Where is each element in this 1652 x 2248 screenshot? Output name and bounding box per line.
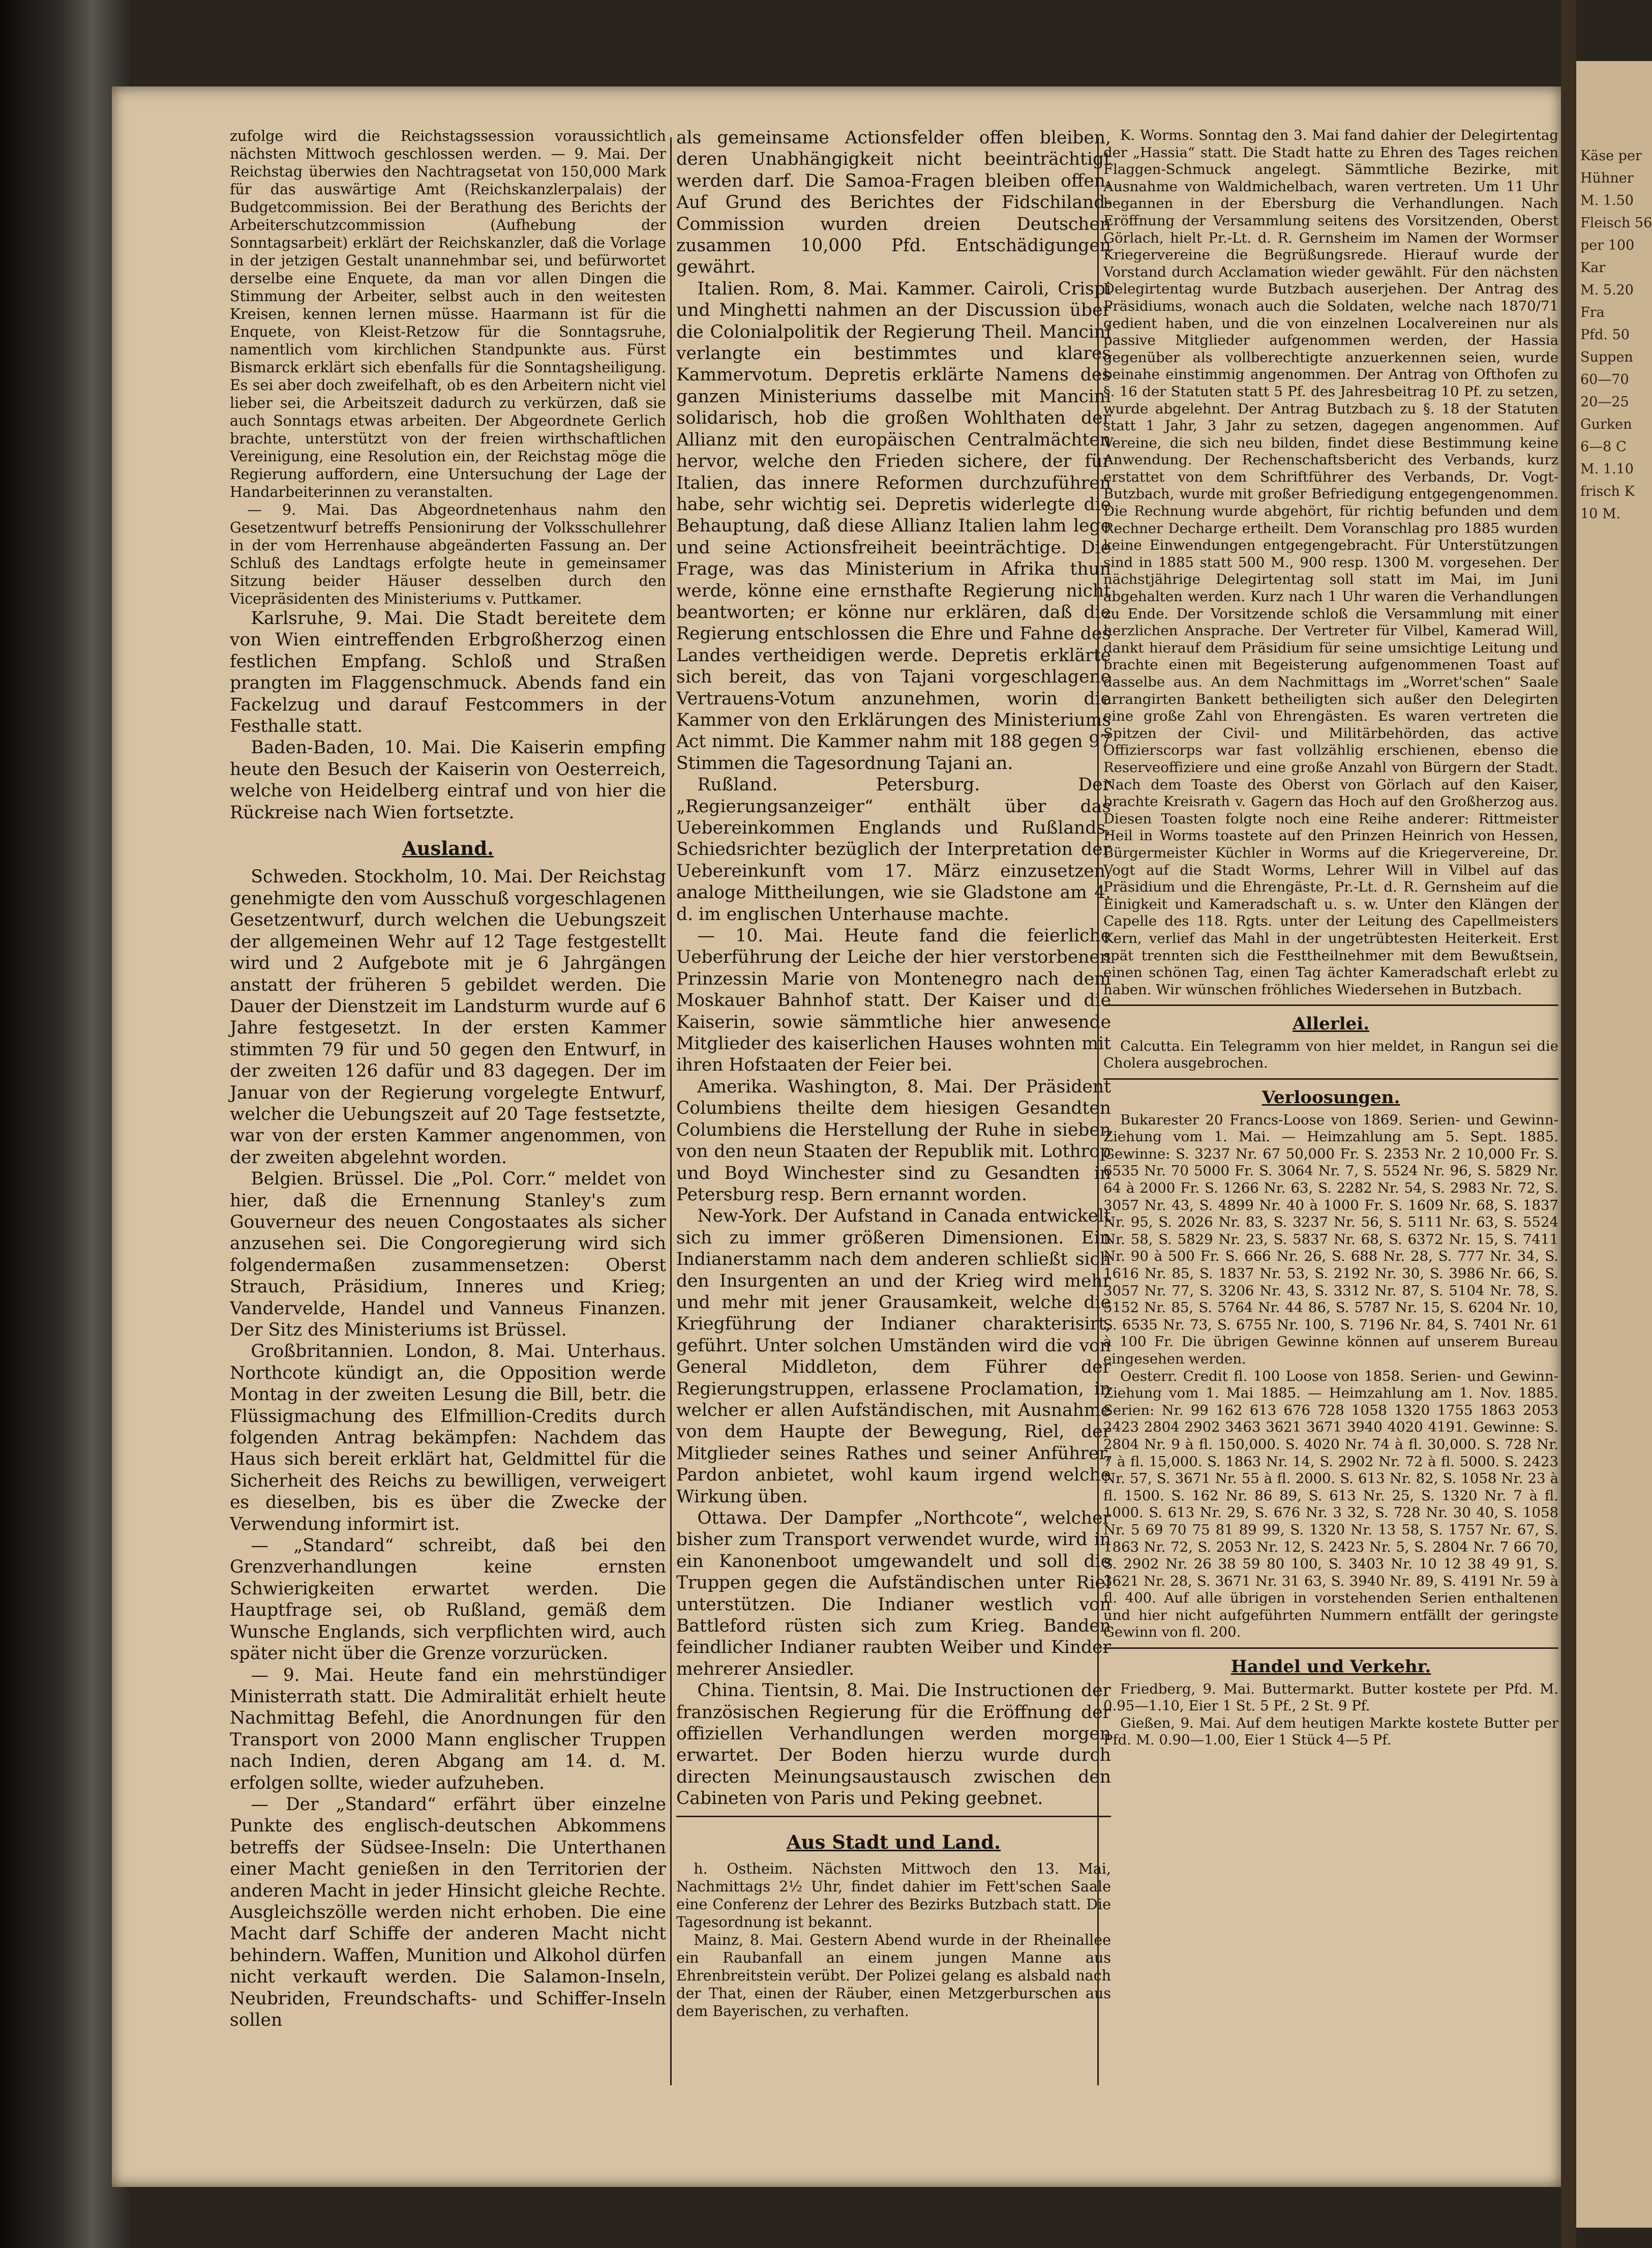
article-giessen-markt: Gießen, 9. Mai. Auf dem heutigen Markte kostete Butter per Pfd. M. 0.90—1.00, Eier 1 Stück 4—5 Pf.: [1103, 1714, 1558, 1749]
column-rule: [670, 137, 672, 2085]
article-belgien: Belgien. Brüssel. Die „Pol. Corr.“ meldet von hier, daß die Ernennung Stanley's zum Gouverneur des neuen Congostaates als sicher anzusehen sei. Die Congoregierung wird sich folgendermaßen zusammensetzen: Oberst Strauch, Präsidium, Inneres und Krieg; Vandervelde, Handel und Vanneus Finanzen. Der Sitz des Ministeriums ist Brüssel.: [230, 1169, 666, 1340]
section-heading-ausland: Ausland.: [402, 837, 494, 860]
section-divider: [1103, 1647, 1558, 1649]
adjacent-page-fragment: 20—25: [1580, 394, 1629, 410]
adjacent-page-fragment: Käse per: [1580, 148, 1642, 164]
adjacent-page-fragment: frisch K: [1580, 484, 1635, 499]
article-abgeordnetenhaus: — 9. Mai. Das Abgeordnetenhaus nahm den Gesetzentwurf betreffs Pensionirung der Volksschullehrer in der vom Herrenhause abgeänderten Fassung an. Der Schluß des Landtags erfolgte heute in gemeinsamer Sitzung beider Häuser desselben durch den Vicepräsidenten des Ministeriums v. Puttkamer.: [230, 501, 666, 607]
article-samoa: als gemeinsame Actionsfelder offen bleiben, deren Unabhängigkeit nicht beeinträchtigt werden darf. Die Samoa-Fragen bleiben offen. Auf Grund des Berichtes der Fidschiland-Commission wurden dreien Deutschen zusammen 10,000 Pfd. Entschädigungen gewährt.: [676, 128, 1111, 278]
adjacent-page-fragment: M. 5.20: [1580, 282, 1634, 298]
article-ministerrath: — 9. Mai. Heute fand ein mehrstündiger Ministerrath statt. Die Admiralität erhielt heute Nachmittag Befehl, die Anordnungen für den Transport von 2000 Mann englischer Truppen nach Indien, deren Abgang am 14. d. M. erfolgen sollte, wieder aufzuheben.: [230, 1665, 666, 1793]
adjacent-page-fragment: per 100: [1580, 238, 1635, 253]
article-standard: — „Standard“ schreibt, daß bei den Grenzverhandlungen keine ernsten Schwierigkeiten erwartet werden. Die Hauptfrage sei, ob Rußland, gemäß dem Wunsche Englands, sich verpflichten wird, auch später nicht über die Grenze vorzurücken.: [230, 1535, 666, 1664]
article-mainz: Mainz, 8. Mai. Gestern Abend wurde in der Rheinallee ein Raubanfall an einem jungen Manne aus Ehrenbreitstein verübt. Der Polizei gelang es alsbald nach der That, einen der Räuber, einen Metzgerburschen aus dem Bayerischen, zu verhaften.: [676, 1932, 1111, 2020]
column-right: [1103, 127, 1558, 1749]
adjacent-page-fragment: Gurken: [1580, 417, 1632, 432]
section-divider: [676, 1816, 1111, 1817]
article-schweden: Schweden. Stockholm, 10. Mai. Der Reichstag genehmigte den vom Ausschuß vorgeschlagenen Gesetzentwurf, durch welchen die Uebungszeit der allgemeinen Wehr auf 12 Tage festgestellt wird und 2 Aufgebote mit je 6 Jahrgängen anstatt der früheren 5 gebildet werden. Die Dauer der Dienstzeit im Landsturm wurde auf 6 Jahre festgesetzt. In der ersten Kammer stimmten 79 für und 50 gegen den Entwurf, in der zweiten 126 dafür und 83 dagegen. Der im Januar von der Regierung vorgelegte Entwurf, welcher die Uebungszeit auf 20 Tage festsetzte, war von der ersten Kammer angenommen, von der zweiten abgelehnt worden.: [230, 867, 666, 1168]
article-amerika: Amerika. Washington, 8. Mai. Der Präsident Columbiens theilte dem hiesigen Gesandten Columbiens die Herstellung der Ruhe in sieben von den neun Staaten der Republik mit. Lothrop und Boyd Winchester sind zu Gesandten in Petersburg resp. Bern ernannt worden.: [676, 1076, 1111, 1205]
page-gutter: [1561, 0, 1576, 2248]
adjacent-page-fragment: M. 1.50: [1580, 193, 1634, 209]
article-bukarester-loose: Bukarester 20 Francs-Loose von 1869. Serien- und Gewinn-Ziehung vom 1. Mai. — Heimzahlung am 5. Sept. 1885. Gewinne: S. 3237 Nr. 67 50,000 Fr. S. 2353 Nr. 2 10,000 Fr. S. 6535 Nr. 70 5000 Fr. S. 3064 Nr. 7, S. 5524 Nr. 96, S. 5829 Nr. 64 à 2000 Fr. S. 1266 Nr. 63, S. 2282 Nr. 54, S. 2983 Nr. 72, S. 3057 Nr. 43, S. 4899 Nr. 40 à 1000 Fr. S. 1609 Nr. 68, S. 1837 Nr. 95, S. 2026 Nr. 83, S. 3237 Nr. 56, S. 5111 Nr. 63, S. 5524 Nr. 58, S. 5829 Nr. 23, S. 5837 Nr. 68, S. 6372 Nr. 15, S. 7411 Nr. 90 à 500 Fr. S. 666 Nr. 26, S. 688 Nr. 28, S. 777 Nr. 34, S. 1616 Nr. 85, S. 1837 Nr. 53, S. 2192 Nr. 30, S. 3986 Nr. 66, S. 3057 Nr. 77, S. 3206 Nr. 43, S. 3312 Nr. 87, S. 5104 Nr. 78, S. 5152 Nr. 85, S. 5764 Nr. 44 86, S. 5787 Nr. 15, S. 6204 Nr. 10, S. 6535 Nr. 73, S. 6755 Nr. 100, S. 7196 Nr. 84, S. 7401 Nr. 61 à 100 Fr. Die übrigen Gewinne können auf unserem Bureau eingesehen werden.: [1103, 1111, 1558, 1367]
section-heading-stadt-land: Aus Stadt und Land.: [786, 1830, 1001, 1853]
article-friedberg-markt: Friedberg, 9. Mai. Buttermarkt. Butter kostete per Pfd. M. 0.95—1.10, Eier 1 St. 5 Pf., 2 St. 9 Pf.: [1103, 1680, 1558, 1714]
section-divider: [1103, 1004, 1558, 1006]
article-russland: Rußland. Petersburg. Der „Regierungsanzeiger“ enthält über das Uebereinkommen Englands und Rußlands, Schiedsrichter bezüglich der Interpretation der Uebereinkunft vom 17. März einzusetzen, analoge Mittheilungen, wie sie Gladstone am 4. d. im englischen Unterhause machte.: [676, 775, 1111, 925]
article-new-york: New-York. Der Aufstand in Canada entwickelt sich zu immer größeren Dimensionen. Ein Indianerstamm nach dem anderen schließt sich den Insurgenten an und der Krieg wird mehr und mehr mit jener Grausamkeit, welche die Kriegführung der Indianer charakterisirt, geführt. Unter solchen Umständen wird die von General Middleton, dem Führer der Regierungstruppen, erlassene Proclamation, in welcher er allen Aufständischen, mit Ausnahme von dem Haupte der Bewegung, Riel, der Mitglieder seines Rathes und seiner Anführer, Pardon anbietet, wohl kaum irgend welche Wirkung üben.: [676, 1206, 1111, 1507]
article-karlsruhe: Karlsruhe, 9. Mai. Die Stadt bereitete dem von Wien eintreffenden Erbgroßherzog einen festlichen Empfang. Schloß und Straßen prangten im Flaggenschmuck. Abends fand ein Fackelzug und darauf Festcommers in der Festhalle statt.: [230, 608, 666, 737]
article-oesterr-credit-loose: Oesterr. Credit fl. 100 Loose von 1858. Serien- und Gewinn-Ziehung vom 1. Mai 1885. — Heimzahlung am 1. Nov. 1885. Serien: Nr. 99 162 613 676 728 1058 1320 1755 1863 2053 2423 2804 2902 3463 3621 3671 3940 4020 4191. Gewinne: S. 2804 Nr. 9 à fl. 150,000. S. 4020 Nr. 74 à fl. 30,000. S. 728 Nr. 7 à fl. 15,000. S. 1863 Nr. 14, S. 2902 Nr. 72 à fl. 5000. S. 2423 Nr. 57, S. 3671 Nr. 55 à fl. 2000. S. 613 Nr. 82, S. 1058 Nr. 23 à fl. 1500. S. 162 Nr. 86 89, S. 613 Nr. 25, S. 1320 Nr. 7 à fl. 1000. S. 613 Nr. 29, S. 676 Nr. 3 32, S. 728 Nr. 30 40, S. 1058 Nr. 5 69 70 75 81 89 99, S. 1320 Nr. 13 58, S. 1757 Nr. 67, S. 1863 Nr. 72, S. 2053 Nr. 12, S. 2423 Nr. 5, S. 2804 Nr. 7 66 70, S. 2902 Nr. 26 38 59 80 100, S. 3403 Nr. 10 12 38 49 91, S. 3621 Nr. 28, S. 3671 Nr. 31 63, S. 3940 Nr. 89, S. 4191 Nr. 59 à fl. 400. Auf alle übrigen in vorstehenden Serien enthaltenen und hier nicht aufgeführten Nummern entfällt der geringste Gewinn von fl. 200.: [1103, 1368, 1558, 1641]
article-montenegro: — 10. Mai. Heute fand die feierliche Ueberführung der Leiche der hier verstorbenen Prinzessin Marie von Montenegro nach dem Moskauer Bahnhof statt. Der Kaiser und die Kaiserin, sowie sämmtliche hier anwesende Mitglieder des kaiserlichen Hauses wohnten mit ihren Hofstaaten der Feier bei.: [676, 926, 1111, 1076]
adjacent-page-fragment: Kar: [1580, 260, 1606, 276]
section-divider: [1103, 1078, 1558, 1080]
column-left: [230, 127, 666, 2031]
article-baden-baden: Baden-Baden, 10. Mai. Die Kaiserin empfing heute den Besuch der Kaiserin von Oesterreich, welche von Heidelberg eintraf und von hier die Rückreise nach Wien fortsetzte.: [230, 737, 666, 823]
section-heading-handel: Handel und Verkehr.: [1230, 1657, 1431, 1677]
section-heading-allerlei: Allerlei.: [1292, 1014, 1370, 1034]
adjacent-page-fragment: Pfd. 50: [1580, 327, 1630, 343]
article-ostheim: h. Ostheim. Nächsten Mittwoch den 13. Mai, Nachmittags 2½ Uhr, findet dahier im Fett'schen Saale eine Conferenz der Lehrer des Bezirks Butzbach statt. Die Tagesordnung ist bekannt.: [676, 1860, 1111, 1931]
column-middle: [676, 127, 1111, 2020]
article-worms: K. Worms. Sonntag den 3. Mai fand dahier der Delegirtentag der „Hassia“ statt. Die Stadt hatte zu Ehren des Tages reichen Flaggen-Schmuck angelegt. Sämmtliche Bezirke, mit Ausnahme von Waldmichelbach, waren vertreten. Um 11 Uhr begannen in der Ebersburg die Verhandlungen. Nach Eröffnung der Versammlung seitens des Vorsitzenden, Oberst Görlach, hielt Pr.-Lt. d. R. Gernsheim im Namen der Wormser Kriegervereine die Begrüßungsrede. Hierauf wurde der Vorstand durch Acclamation wieder gewählt. Für den nächsten Delegirtentag wurde Butzbach auserjehen. Der Antrag des Präsidiums, wonach auch die Soldaten, welche nach 1870/71 gedient haben, und die von einzelnen Localvereinen nur als passive Mitglieder aufgenommen werden, der Hassia gegenüber als vollberechtigte anzuerkennen seien, wurde beinahe einstimmig angenommen. Der Antrag von Ofthofen zu §. 16 der Statuten statt 5 Pf. des Jahresbeitrag 10 Pf. zu setzen, wurde abgelehnt. Der Antrag Butzbach zu §. 18 der Statuten statt 1 Jahr, 3 Jahr zu setzen, dagegen angenommen. Auf Vereine, die sich neu bilden, findet diese Bestimmung keine Anwendung. Der Rechenschaftsbericht des Verbands, kurz erstattet von dem Schriftführer des Verbands, Dr. Vogt-Butzbach, wurde mit großer Befriedigung entgegengenommen. Die Rechnung wurde abgehört, für richtig befunden und dem Rechner Decharge ertheilt. Dem Voranschlag pro 1885 wurden keine Einwendungen entgegengebracht. Für Unterstützungen sind in 1885 statt 500 M., 900 resp. 1300 M. vorgesehen. Der nächstjährige Delegirtentag soll statt im Mai, im Juni abgehalten werden. Kurz nach 1 Uhr waren die Verhandlungen zu Ende. Der Vorsitzende schloß die Versammlung mit einer herzlichen Ansprache. Der Vertreter für Vilbel, Kamerad Will, dankt hierauf dem Präsidium für seine umsichtige Leitung und brachte einen mit Begeisterung aufgenommenen Toast auf dasselbe aus. An dem Nachmittags im „Worret'schen“ Saale arrangirten Bankett betheiligten sich außer den Delegirten eine große Zahl von Ehrengästen. Es waren vertreten die Spitzen der Civil- und Militärbehörden, das active Offizierscorps war fast vollzählig erschienen, ebenso die Reserveoffiziere und eine große Anzahl von Bürgern der Stadt. Nach dem Toaste des Oberst von Görlach auf den Kaiser, brachte Kreisrath v. Gagern das Hoch auf den Großherzog aus. Diesen Toasten folgte noch eine Reihe anderer: Rittmeister Heil in Worms toastete auf den Prinzen Heinrich von Hessen, Bürgermeister Küchler in Worms auf die Kriegervereine, Dr. Vogt auf die Stadt Worms, Lehrer Will in Vilbel auf das Präsidium und die Ehrengäste, Pr.-Lt. d. R. Gernsheim auf die Einigkeit und Kameradschaft u. s. w. Unter den Klängen der Capelle des 118. Rgts. unter der Leitung des Capellmeisters Kern, verlief das Mahl in der ungetrübtesten Heiterkeit. Erst spät trennten sich die Festtheilnehmer mit dem Bewußtsein, einen schönen Tag, einen Tag ächter Kameradschaft erlebt zu haben. Wir wünschen fröhliches Wiedersehen in Butzbach.: [1103, 127, 1558, 998]
article-reichstag: zufolge wird die Reichstagssession voraussichtlich nächsten Mittwoch geschlossen werden. — 9. Mai. Der Reichstag überwies den Nachtragsetat von 150,000 Mark für das auswärtige Amt (Reichskanzlerpalais) der Budgetcommission. Bei der Berathung des Berichts der Arbeiterschutzcommission (Aufhebung der Sonntagsarbeit) erklärt der Reichskanzler, daß die Vorlage in der jetzigen Gestalt unannehmbar sei, und befürwortet derselbe eine Enquete, da man vor allen Dingen die Stimmung der Arbeiter, selbst auch in den weitesten Kreisen, kennen lernen müsse. Haarmann ist für die Enquete, von Kleist-Retzow für die Sonntagsruhe, namentlich vom kirchlichen Standpunkte aus. Fürst Bismarck erklärt sich ebenfalls für die Sonntagsheiligung. Es sei aber doch zweifelhaft, ob es den Arbeitern nicht viel lieber sei, die Arbeitszeit dadurch zu verkürzen, daß sie auch Sonntags etwas arbeiten. Der Abgeordnete Gerlich brachte, unterstützt von der freien wirthschaftlichen Vereinigung, eine Resolution ein, der Reichstag möge die Regierung auffordern, eine Untersuchung der Lage der Handarbeiterinnen zu veranstalten.: [230, 128, 666, 500]
adjacent-page-fragment: 60—70: [1580, 372, 1629, 388]
adjacent-page-fragment: M. 1.10: [1580, 461, 1634, 477]
article-china: China. Tientsin, 8. Mai. Die Instructionen der französischen Regierung für die Eröffnung der offiziellen Verhandlungen werden morgen erwartet. Der Boden hierzu wurde durch directen Meinungsaustausch zwischen den Cabineten von Paris und Peking geebnet.: [676, 1680, 1111, 1809]
adjacent-page-fragment: Hühner: [1580, 170, 1634, 186]
adjacent-page-fragment: 6—8 C: [1580, 439, 1627, 455]
adjacent-page-fragment: Fra: [1580, 305, 1605, 320]
article-grossbritannien: Großbritannien. London, 8. Mai. Unterhaus. Northcote kündigt an, die Opposition werde Montag in der zweiten Lesung die Bill, betr. die Flüssigmachung des Elfmillion-Credits durch folgenden Antrag bekämpfen: Nachdem das Haus sich bereit erklärt hat, Geldmittel für die Sicherheit des Reichs zu bewilligen, verweigert es dieselben, bis es über die Zwecke der Verwendung informirt ist.: [230, 1341, 666, 1534]
section-heading-verloosungen: Verloosungen.: [1261, 1087, 1400, 1108]
article-ottawa: Ottawa. Der Dampfer „Northcote“, welcher bisher zum Transport verwendet wurde, wird in ein Kanonenboot umgewandelt und soll die Truppen gegen die Aufständischen unter Riel unterstützen. Die Indianer westlich von Battleford rüsten sich zum Krieg. Banden feindlicher Indianer raubten Weiber und Kinder mehrerer Ansiedler.: [676, 1508, 1111, 1679]
article-italien: Italien. Rom, 8. Mai. Kammer. Cairoli, Crispi und Minghetti nahmen an der Discussion über die Colonialpolitik der Regierung Theil. Mancini verlangte ein bestimmtes und klares Kammervotum. Depretis erklärte Namens des ganzen Ministeriums dasselbe mit Mancini solidarisch, hob die großen Wohlthaten der Allianz mit den europäischen Centralmächten hervor, welche den Frieden sichere, der für Italien, das innere Reformen durchzuführen habe, sehr wichtig sei. Depretis widerlegte die Behauptung, daß diese Allianz Italien lahm lege und seine Actionsfreiheit beeinträchtige. Die Frage, was das Ministerium in Afrika thun werde, könne eine ernsthafte Regierung nicht beantworten; er könne nur erklären, daß die Regierung entschlossen die Ehre und Fahne des Landes vertheidigen werde. Depretis erklärte sich bereit, das von Tajani vorgeschlagene Vertrauens-Votum anzunehmen, worin die Kammer von den Erklärungen des Ministeriums Act nimmt. Die Kammer nahm mit 188 gegen 97 Stimmen die Tagesordnung Tajani an.: [676, 278, 1111, 774]
adjacent-page-fragment: Suppen: [1580, 349, 1633, 365]
adjacent-page-fragment: Fleisch 56: [1580, 215, 1652, 231]
article-suedsee: — Der „Standard“ erfährt über einzelne Punkte des englisch-deutschen Abkommens betreffs der Südsee-Inseln: Die Unterthanen einer Macht genießen in den Territorien der anderen Macht in jeder Hinsicht gleiche Rechte. Ausgleichszölle werden nicht erhoben. Die eine Macht darf Schiffe der anderen Macht nicht behindern. Waffen, Munition und Alkohol dürfen nicht verkauft werden. Die Salamon-Inseln, Neubriden, Freundschafts- und Schiffer-Inseln sollen: [230, 1794, 666, 2030]
adjacent-page-fragment: 10 M.: [1580, 506, 1621, 522]
article-calcutta: Calcutta. Ein Telegramm von hier meldet, in Rangun sei die Cholera ausgebrochen.: [1103, 1038, 1558, 1072]
